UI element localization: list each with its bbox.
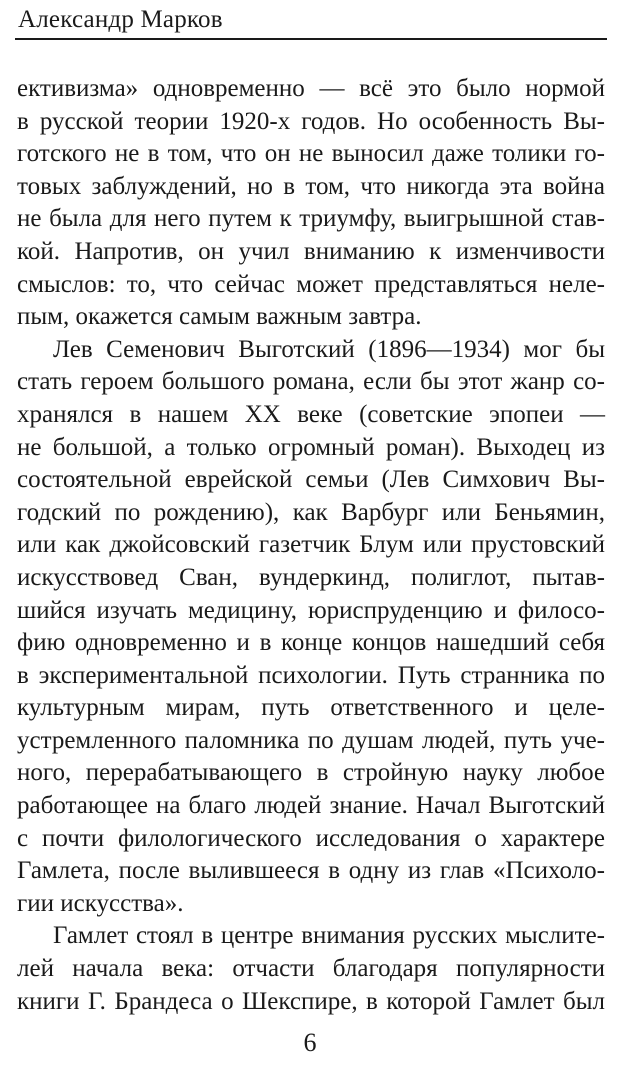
text-line: шийся изучать медицину, юриспруденцию и филосо- (17, 596, 605, 624)
text-line: смыслов: то, что сейчас может представляться неле- (17, 270, 605, 298)
text-line: товых заблуждений, но в том, что никогда эта война (17, 172, 605, 200)
text-line: годский по рождению), как Варбург или Беньямин, (17, 498, 605, 526)
text-line: работающее на благо людей знание. Начал Выготский (17, 792, 605, 820)
text-line: хранялся в нашем XX веке (советские эпопеи — (17, 400, 605, 428)
text-line: состоятельной еврейской семьи (Лев Симхович Вы- (17, 466, 605, 494)
text-line: с почти филологического исследования о характере (17, 824, 605, 852)
text-line: не была для него путем к триумфу, выигрышной став- (17, 205, 605, 233)
text-line: Гамлет стоял в центре внимания русских мыслите- (53, 922, 605, 950)
page-number: 6 (303, 1028, 317, 1057)
text-line: не большой, а только огромный роман). Выходец из (17, 433, 605, 461)
text-line: или как джойсовский газетчик Блум или прустовский (17, 531, 605, 559)
text-line: устремленного паломника по душам людей, путь уче- (17, 726, 605, 754)
running-head-author: Александр Марков (18, 6, 223, 33)
text-line: книги Г. Брандеса о Шекспире, в которой Гамлет был (17, 987, 605, 1015)
text-line: готского не в том, что он не выносил даже толики го- (17, 140, 605, 168)
text-line: культурным мирам, путь ответственного и целе- (17, 694, 605, 722)
text-line: гии искусства». (17, 889, 184, 917)
header-rule (15, 38, 607, 40)
text-line: в экспериментальной психологии. Путь странника по (17, 661, 605, 689)
text-line: фию одновременно и в конце концов нашедший себя (17, 629, 605, 657)
text-line: Лев Семенович Выготский (1896—1934) мог бы (53, 335, 605, 363)
text-line: в русской теории 1920-х годов. Но особенность Вы- (17, 107, 605, 135)
text-line: пым, окажется самым важным завтра. (17, 303, 422, 331)
body-text (17, 73, 605, 1018)
text-line: стать героем большого романа, если бы этот жанр со- (17, 368, 605, 396)
text-line: Гамлета, после вылившееся в одну из глав «Психоло- (17, 857, 605, 885)
text-line: ного, перерабатывающего в стройную науку любое (17, 759, 605, 787)
text-line: лей начала века: отчасти благодаря популярности (17, 955, 605, 983)
text-line: ективизма» одновременно — всё это было нормой (17, 75, 605, 102)
text-line: искусствовед Сван, вундеркинд, полиглот, пытав- (17, 563, 605, 591)
text-line: кой. Напротив, он учил вниманию к изменчивости (17, 237, 605, 265)
